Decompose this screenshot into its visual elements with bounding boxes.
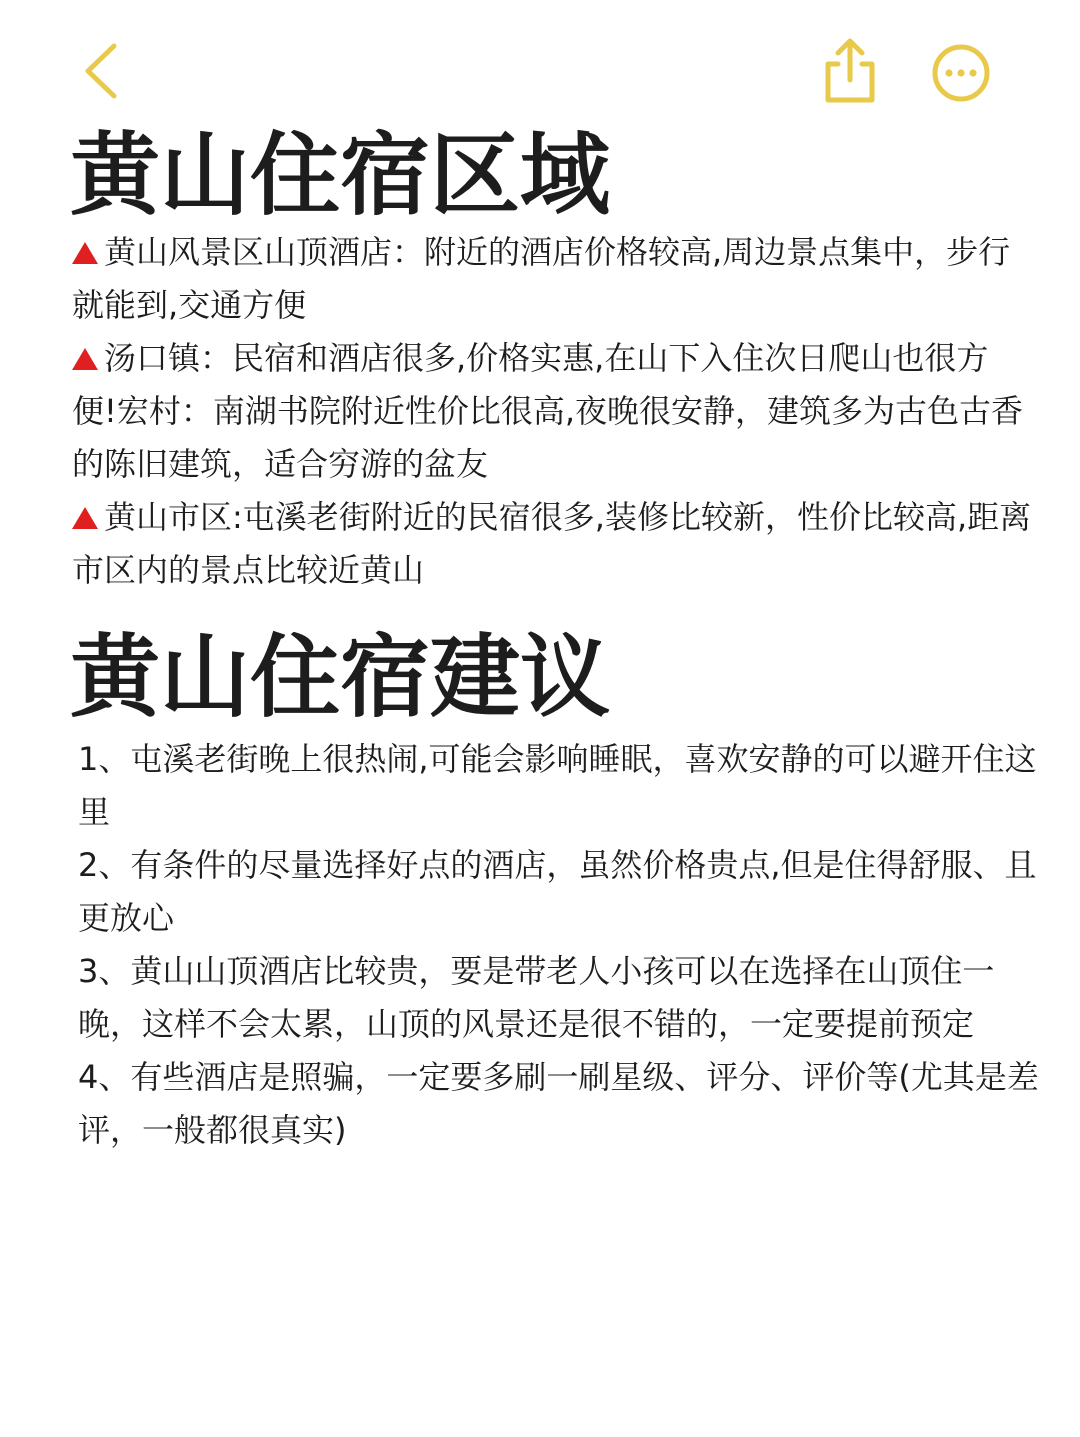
list-item: 3、黄山山顶酒店比较贵，要是带老人小孩可以在选择在山顶住一晚，这样不会太累，山顶的风景还是很不错的，一定要提前预定 — [78, 952, 995, 1043]
share-icon — [818, 34, 882, 106]
list-item-text: 黄山市区:屯溪老街附近的民宿很多,装修比较新，性价比较高,距离市区内的景点比较近黄山 — [72, 498, 1032, 589]
list-item: 2、有条件的尽量选择好点的酒店，虽然价格贵点,但是住得舒服、且更放心 — [78, 846, 1037, 937]
share-button[interactable] — [818, 34, 882, 106]
red-triangle-icon — [72, 242, 98, 264]
list-item-text: 黄山风景区山顶酒店：附近的酒店价格较高,周边景点集中，步行就能到,交通方便 — [72, 233, 1011, 324]
chevron-left-icon — [70, 36, 130, 106]
list-item-text: 汤口镇：民宿和酒店很多,价格实惠,在山下入住次日爬山也很方便!宏村：南湖书院附近性价比很高,夜晚很安静，建筑多为古色古香的陈旧建筑，适合穷游的盆友 — [72, 339, 1024, 483]
more-options-button[interactable] — [928, 40, 994, 106]
section-title-lodging-tips: 黄山住宿建议 — [70, 625, 610, 730]
lodging-areas-list — [72, 226, 1032, 597]
list-item: 4、有些酒店是照骗，一定要多刷一刷星级、评分、评价等(尤其是差评，一般都很真实) — [78, 1058, 1039, 1149]
list-item: 1、屯溪老街晚上很热闹,可能会影响睡眠，喜欢安静的可以避开住这里 — [78, 740, 1037, 831]
list-item — [72, 332, 1032, 491]
red-triangle-icon — [72, 348, 98, 370]
list-item — [72, 226, 1032, 332]
top-navigation-bar — [0, 0, 1080, 130]
more-horizontal-icon — [928, 40, 994, 106]
section-title-lodging-areas: 黄山住宿区域 — [70, 123, 610, 228]
list-item — [72, 491, 1032, 597]
red-triangle-icon — [72, 507, 98, 529]
back-button[interactable] — [70, 36, 130, 106]
lodging-tips-list — [78, 733, 1053, 1157]
